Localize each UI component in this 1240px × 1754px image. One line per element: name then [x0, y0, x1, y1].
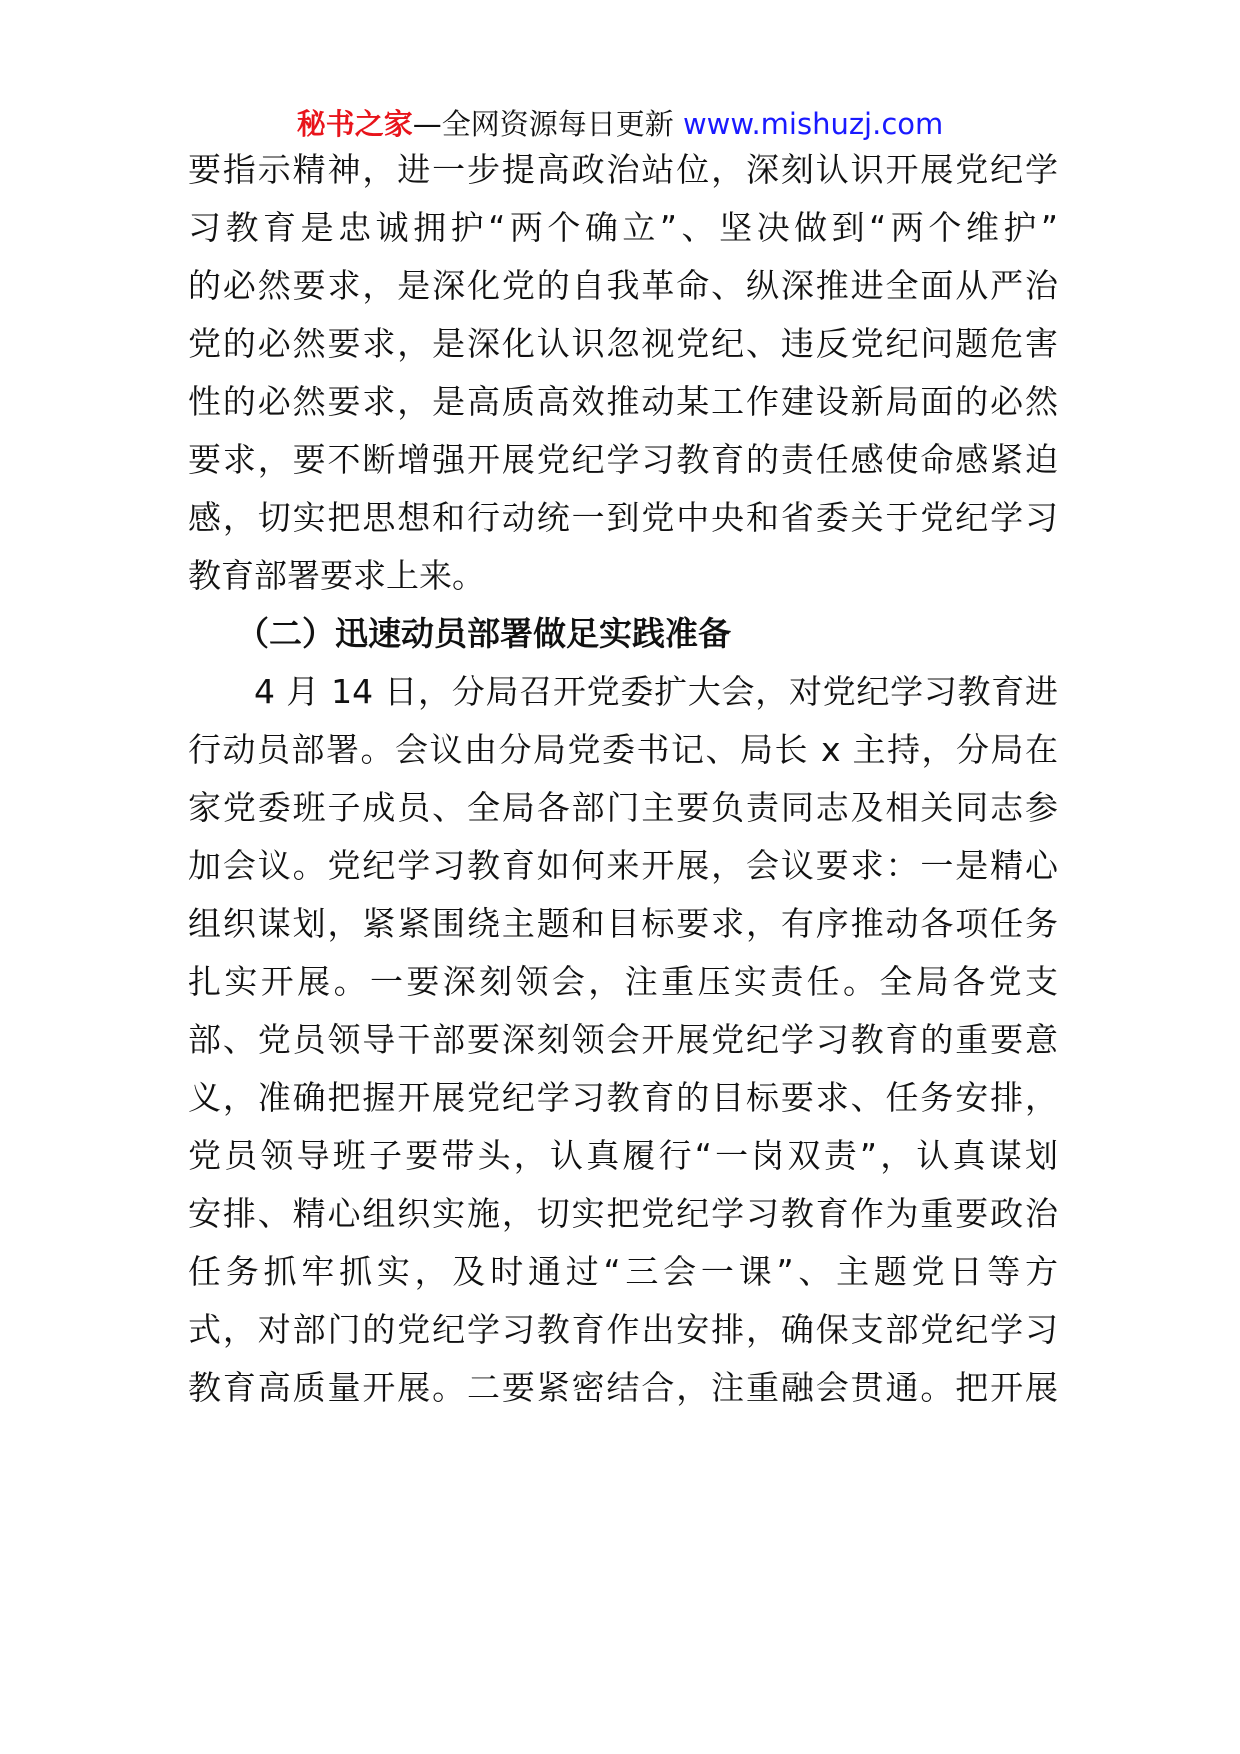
body-line: 性的必然要求，是高质高效推动某工作建设新局面的必然	[188, 382, 1058, 421]
body-line: 教育高质量开展。二要紧密结合，注重融会贯通。把开展	[188, 1368, 1058, 1407]
section-heading: （二）迅速动员部署做足实践准备	[236, 614, 731, 653]
site-url-link[interactable]: www.mishuzj.com	[682, 107, 944, 141]
body-line: 扎实开展。一要深刻领会，注重压实责任。全局各党支	[188, 962, 1058, 1001]
body-line: 组织谋划，紧紧围绕主题和目标要求，有序推动各项任务	[188, 904, 1058, 943]
body-line: 行动员部署。会议由分局党委书记、局长 x 主持，分局在	[188, 730, 1058, 769]
body-line: 教育部署要求上来。	[188, 556, 485, 595]
body-line: 义，准确把握开展党纪学习教育的目标要求、任务安排，	[188, 1078, 1058, 1117]
body-line: 安排、精心组织实施，切实把党纪学习教育作为重要政治	[188, 1194, 1058, 1233]
body-line: 加会议。党纪学习教育如何来开展，会议要求：一是精心	[188, 846, 1058, 885]
body-line: 感，切实把思想和行动统一到党中央和省委关于党纪学习	[188, 498, 1058, 537]
body-line: 党员领导班子要带头，认真履行“一岗双责”，认真谋划	[188, 1136, 1058, 1175]
body-line: 式，对部门的党纪学习教育作出安排，确保支部党纪学习	[188, 1310, 1058, 1349]
body-line: 习教育是忠诚拥护“两个确立”、坚决做到“两个维护”	[188, 208, 1058, 247]
body-line: 要求，要不断增强开展党纪学习教育的责任感使命感紧迫	[188, 440, 1058, 479]
body-line: 要指示精神，进一步提高政治站位，深刻认识开展党纪学	[188, 150, 1058, 189]
body-line: 党的必然要求，是深化认识忽视党纪、违反党纪问题危害	[188, 324, 1058, 363]
body-line: 4 月 14 日，分局召开党委扩大会，对党纪学习教育进	[254, 672, 1058, 711]
body-line: 部、党员领导干部要深刻领会开展党纪学习教育的重要意	[188, 1020, 1058, 1059]
body-line: 的必然要求，是深化党的自我革命、纵深推进全面从严治	[188, 266, 1058, 305]
body-line: 家党委班子成员、全局各部门主要负责同志及相关同志参	[188, 788, 1058, 827]
body-line: 任务抓牢抓实，及时通过“三会一课”、主题党日等方	[188, 1252, 1058, 1291]
header-tagline: —全网资源每日更新	[412, 107, 674, 141]
brand-name: 秘书之家	[296, 107, 413, 141]
